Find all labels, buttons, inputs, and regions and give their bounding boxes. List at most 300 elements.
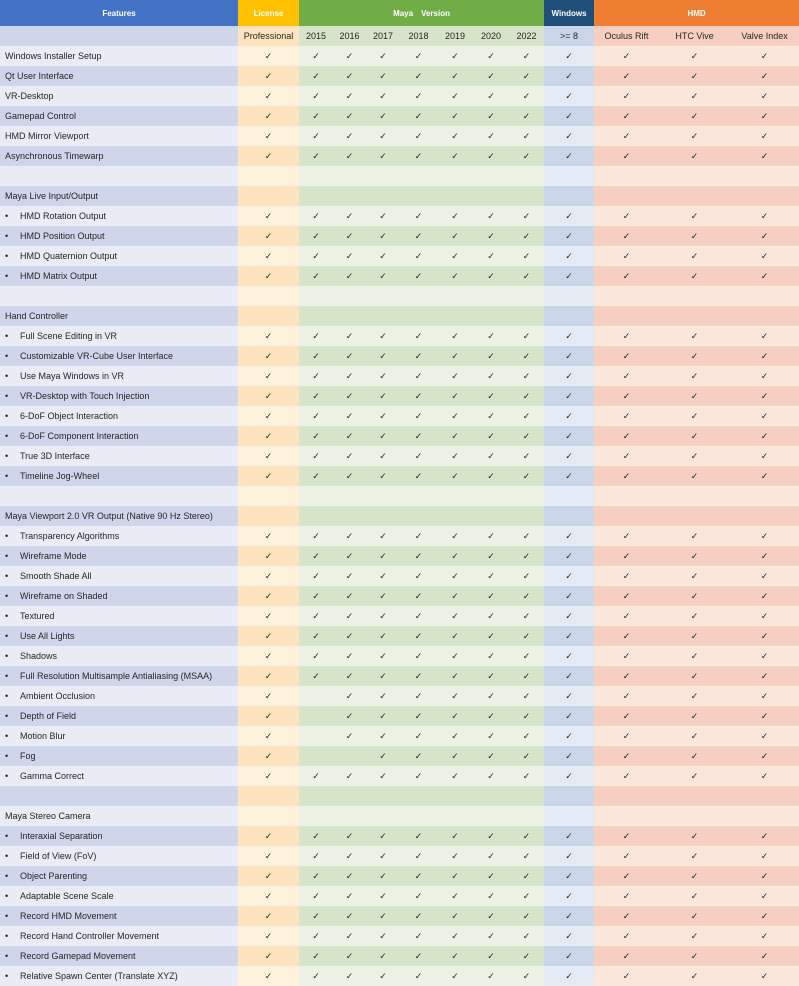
check-icon: ✓ [522,590,531,601]
support-cell [238,206,299,226]
support-cell [366,686,400,706]
support-cell [509,646,544,666]
feature-label-text: Qt User Interface [5,71,74,81]
support-cell [594,446,659,466]
check-icon: ✓ [312,390,320,401]
support-cell [299,946,333,966]
support-cell [437,346,473,366]
check-icon: ✓ [264,710,273,721]
support-cell [366,926,400,946]
feature-row [0,586,799,606]
support-cell [400,546,437,566]
feature-label [0,66,238,86]
check-icon: ✓ [760,370,769,381]
support-cell [400,66,437,86]
feature-label-text: Full Scene Editing in VR [20,331,118,341]
support-cell [730,846,799,866]
check-icon: ✓ [264,590,273,601]
support-cell [366,446,400,466]
check-icon: ✓ [622,870,631,881]
support-cell [659,806,730,826]
check-icon: ✓ [487,870,495,881]
check-icon: ✓ [760,590,769,601]
feature-label-text: Adaptable Scene Scale [20,891,114,901]
check-icon: ✓ [345,610,354,621]
check-icon: ✓ [312,330,320,341]
check-icon: ✓ [451,910,459,921]
support-cell [659,386,730,406]
support-cell [437,966,473,986]
support-cell [238,306,299,326]
support-cell [333,466,366,486]
check-icon: ✓ [264,890,273,901]
check-icon: ✓ [345,910,354,921]
support-cell [730,86,799,106]
feature-row [0,726,799,746]
check-icon: ✓ [522,390,531,401]
check-icon: ✓ [565,850,573,861]
support-cell [509,586,544,606]
check-icon: ✓ [487,150,495,161]
check-icon: ✓ [312,570,320,581]
check-icon: ✓ [622,90,631,101]
check-icon: ✓ [760,110,769,121]
check-icon: ✓ [451,770,459,781]
bullet-icon: • [5,331,9,341]
support-cell [544,446,594,466]
support-cell [333,326,366,346]
check-icon: ✓ [522,650,531,661]
check-icon: ✓ [565,230,573,241]
support-cell [437,866,473,886]
feature-row [0,406,799,426]
support-cell [400,446,437,466]
support-cell [238,226,299,246]
check-icon: ✓ [690,370,699,381]
support-cell [544,566,594,586]
check-icon: ✓ [451,850,459,861]
feature-label [0,126,238,146]
bullet-icon: • [5,831,9,841]
support-cell [238,746,299,766]
support-cell [509,506,544,526]
check-icon: ✓ [690,690,699,701]
check-icon: ✓ [451,630,459,641]
support-cell [594,106,659,126]
check-icon: ✓ [379,230,387,241]
check-icon: ✓ [312,450,320,461]
support-cell [238,366,299,386]
check-icon: ✓ [487,390,495,401]
support-cell [659,846,730,866]
check-icon: ✓ [760,250,769,261]
feature-label-text: Use All Lights [20,631,75,641]
support-cell [473,746,509,766]
support-cell [659,706,730,726]
support-cell [544,186,594,206]
support-cell [544,246,594,266]
check-icon: ✓ [622,910,631,921]
support-cell [659,946,730,966]
support-cell [594,866,659,886]
check-icon: ✓ [622,750,631,761]
feature-label [0,646,238,666]
check-icon: ✓ [487,90,495,101]
check-icon: ✓ [622,950,631,961]
check-icon: ✓ [414,130,423,141]
check-icon: ✓ [451,690,459,701]
support-cell [333,686,366,706]
feature-label-text: Wireframe on Shaded [20,591,108,601]
check-icon: ✓ [312,970,320,981]
support-cell [473,706,509,726]
support-cell [400,486,437,506]
support-cell [509,546,544,566]
support-cell [333,866,366,886]
support-cell [366,806,400,826]
check-icon: ✓ [312,590,320,601]
check-icon: ✓ [565,910,573,921]
check-icon: ✓ [345,930,354,941]
support-cell [437,946,473,966]
support-cell [730,646,799,666]
check-icon: ✓ [451,930,459,941]
bullet-icon: • [5,431,9,441]
support-cell [333,566,366,586]
check-icon: ✓ [264,410,273,421]
support-cell [544,846,594,866]
check-icon: ✓ [622,110,631,121]
check-icon: ✓ [487,890,495,901]
check-icon: ✓ [451,450,459,461]
check-icon: ✓ [565,710,573,721]
support-cell [299,786,333,806]
support-cell [659,426,730,446]
check-icon: ✓ [414,410,423,421]
support-cell [333,246,366,266]
feature-row [0,166,799,186]
support-cell [366,326,400,346]
check-icon: ✓ [379,710,387,721]
support-cell [730,206,799,226]
feature-row [0,686,799,706]
support-cell [437,746,473,766]
support-cell [437,86,473,106]
check-icon: ✓ [312,350,320,361]
check-icon: ✓ [414,970,423,981]
support-cell [299,246,333,266]
support-cell [544,466,594,486]
support-cell [333,906,366,926]
check-icon: ✓ [345,130,354,141]
check-icon: ✓ [379,730,387,741]
feature-label [0,546,238,566]
support-cell [509,486,544,506]
check-icon: ✓ [379,110,387,121]
check-icon: ✓ [451,410,459,421]
check-icon: ✓ [487,850,495,861]
support-cell [730,386,799,406]
support-cell [594,966,659,986]
check-icon: ✓ [565,90,573,101]
support-cell [437,546,473,566]
support-cell [400,706,437,726]
support-cell [544,626,594,646]
check-icon: ✓ [622,450,631,461]
support-cell [366,166,400,186]
support-cell [594,526,659,546]
support-cell [544,86,594,106]
support-cell [594,146,659,166]
support-cell [544,766,594,786]
support-cell [594,406,659,426]
support-cell [400,646,437,666]
support-cell [333,106,366,126]
support-cell [299,606,333,626]
check-icon: ✓ [690,750,699,761]
support-cell [473,626,509,646]
support-cell [544,646,594,666]
check-icon: ✓ [622,370,631,381]
support-cell [333,766,366,786]
check-icon: ✓ [565,110,573,121]
support-cell [238,66,299,86]
support-cell [299,326,333,346]
support-cell [730,626,799,646]
feature-row [0,126,799,146]
check-icon: ✓ [451,530,459,541]
check-icon: ✓ [522,330,531,341]
check-icon: ✓ [345,250,354,261]
support-cell [730,686,799,706]
support-cell [473,266,509,286]
support-cell [730,566,799,586]
check-icon: ✓ [312,930,320,941]
check-icon: ✓ [522,890,531,901]
support-cell [594,46,659,66]
support-cell [509,426,544,446]
support-cell [544,686,594,706]
support-cell [544,906,594,926]
support-cell [238,886,299,906]
support-cell [437,686,473,706]
support-cell [299,886,333,906]
check-icon: ✓ [379,210,387,221]
support-cell [659,206,730,226]
check-icon: ✓ [522,130,531,141]
support-cell [730,826,799,846]
check-icon: ✓ [760,730,769,741]
support-cell [473,486,509,506]
support-cell [299,426,333,446]
check-icon: ✓ [345,410,354,421]
check-icon: ✓ [414,390,423,401]
support-cell [400,306,437,326]
support-cell [544,806,594,826]
check-icon: ✓ [379,950,387,961]
check-icon: ✓ [487,750,495,761]
feature-label-text: Gamepad Control [5,111,77,121]
support-cell [509,686,544,706]
support-cell [659,186,730,206]
support-cell [473,466,509,486]
feature-label-text: Interaxial Separation [20,831,103,841]
feature-label-text: Use Maya Windows in VR [20,371,125,381]
check-icon: ✓ [522,710,531,721]
check-icon: ✓ [345,970,354,981]
feature-label [0,406,238,426]
support-cell [299,406,333,426]
support-cell [238,786,299,806]
check-icon: ✓ [522,830,531,841]
check-icon: ✓ [690,710,699,721]
check-icon: ✓ [414,230,423,241]
check-icon: ✓ [565,130,573,141]
feature-label [0,206,238,226]
check-icon: ✓ [760,550,769,561]
check-icon: ✓ [690,150,699,161]
feature-label [0,286,238,306]
check-icon: ✓ [312,950,320,961]
support-cell [509,266,544,286]
feature-label-text: Asynchronous Timewarp [5,151,104,161]
support-cell [333,706,366,726]
support-cell [659,666,730,686]
support-cell [730,786,799,806]
support-cell [333,66,366,86]
feature-label [0,706,238,726]
support-cell [400,266,437,286]
support-cell [473,306,509,326]
check-icon: ✓ [414,690,423,701]
feature-label [0,786,238,806]
support-cell [544,46,594,66]
feature-label [0,826,238,846]
feature-label-text: Record Hand Controller Movement [20,931,160,941]
support-cell [333,786,366,806]
support-cell [400,786,437,806]
support-cell [730,146,799,166]
check-icon: ✓ [690,390,699,401]
check-icon: ✓ [565,250,573,261]
support-cell [400,666,437,686]
check-icon: ✓ [622,410,631,421]
feature-label-text: Timeline Jog-Wheel [20,471,100,481]
check-icon: ✓ [451,370,459,381]
check-icon: ✓ [379,910,387,921]
check-icon: ✓ [565,930,573,941]
support-cell [730,406,799,426]
support-cell [400,366,437,386]
support-cell [366,146,400,166]
support-cell [400,206,437,226]
support-cell [238,966,299,986]
feature-label [0,906,238,926]
check-icon: ✓ [264,610,273,621]
support-cell [730,426,799,446]
check-icon: ✓ [345,210,354,221]
support-cell [437,466,473,486]
check-icon: ✓ [264,270,273,281]
support-cell [659,786,730,806]
support-cell [333,826,366,846]
support-cell [659,926,730,946]
support-cell [509,366,544,386]
support-cell [544,106,594,126]
check-icon: ✓ [565,730,573,741]
support-cell [594,326,659,346]
check-icon: ✓ [312,530,320,541]
check-icon: ✓ [487,250,495,261]
check-icon: ✓ [264,570,273,581]
support-cell [544,406,594,426]
support-cell [437,146,473,166]
feature-row [0,486,799,506]
feature-label [0,346,238,366]
check-icon: ✓ [451,430,459,441]
support-cell [544,946,594,966]
column-header-windows-8: >= 8 [544,26,594,46]
support-cell [333,306,366,326]
check-icon: ✓ [565,410,573,421]
check-icon: ✓ [345,350,354,361]
feature-label-text: Transparency Algorithms [20,531,120,541]
support-cell [333,946,366,966]
support-cell [730,906,799,926]
support-cell [473,846,509,866]
support-cell [594,766,659,786]
feature-label [0,686,238,706]
version-header-word: Version [421,8,450,18]
feature-label [0,266,238,286]
check-icon: ✓ [264,670,273,681]
check-icon: ✓ [379,430,387,441]
bullet-icon: • [5,451,9,461]
check-icon: ✓ [690,870,699,881]
support-cell [544,366,594,386]
check-icon: ✓ [414,650,423,661]
check-icon: ✓ [487,710,495,721]
support-cell [509,346,544,366]
feature-row [0,246,799,266]
check-icon: ✓ [312,470,320,481]
check-icon: ✓ [622,270,631,281]
support-cell [509,826,544,846]
support-cell [400,806,437,826]
check-icon: ✓ [487,470,495,481]
support-cell [544,786,594,806]
check-icon: ✓ [264,350,273,361]
support-cell [509,66,544,86]
check-icon: ✓ [312,890,320,901]
feature-label-text: Textured [20,611,55,621]
feature-label [0,726,238,746]
check-icon: ✓ [622,530,631,541]
support-cell [238,546,299,566]
check-icon: ✓ [312,630,320,641]
support-cell [238,806,299,826]
check-icon: ✓ [451,270,459,281]
check-icon: ✓ [487,270,495,281]
feature-label [0,246,238,266]
bullet-icon: • [5,951,9,961]
check-icon: ✓ [379,610,387,621]
check-icon: ✓ [565,330,573,341]
support-cell [473,406,509,426]
support-cell [594,346,659,366]
support-cell [366,766,400,786]
support-cell [437,626,473,646]
